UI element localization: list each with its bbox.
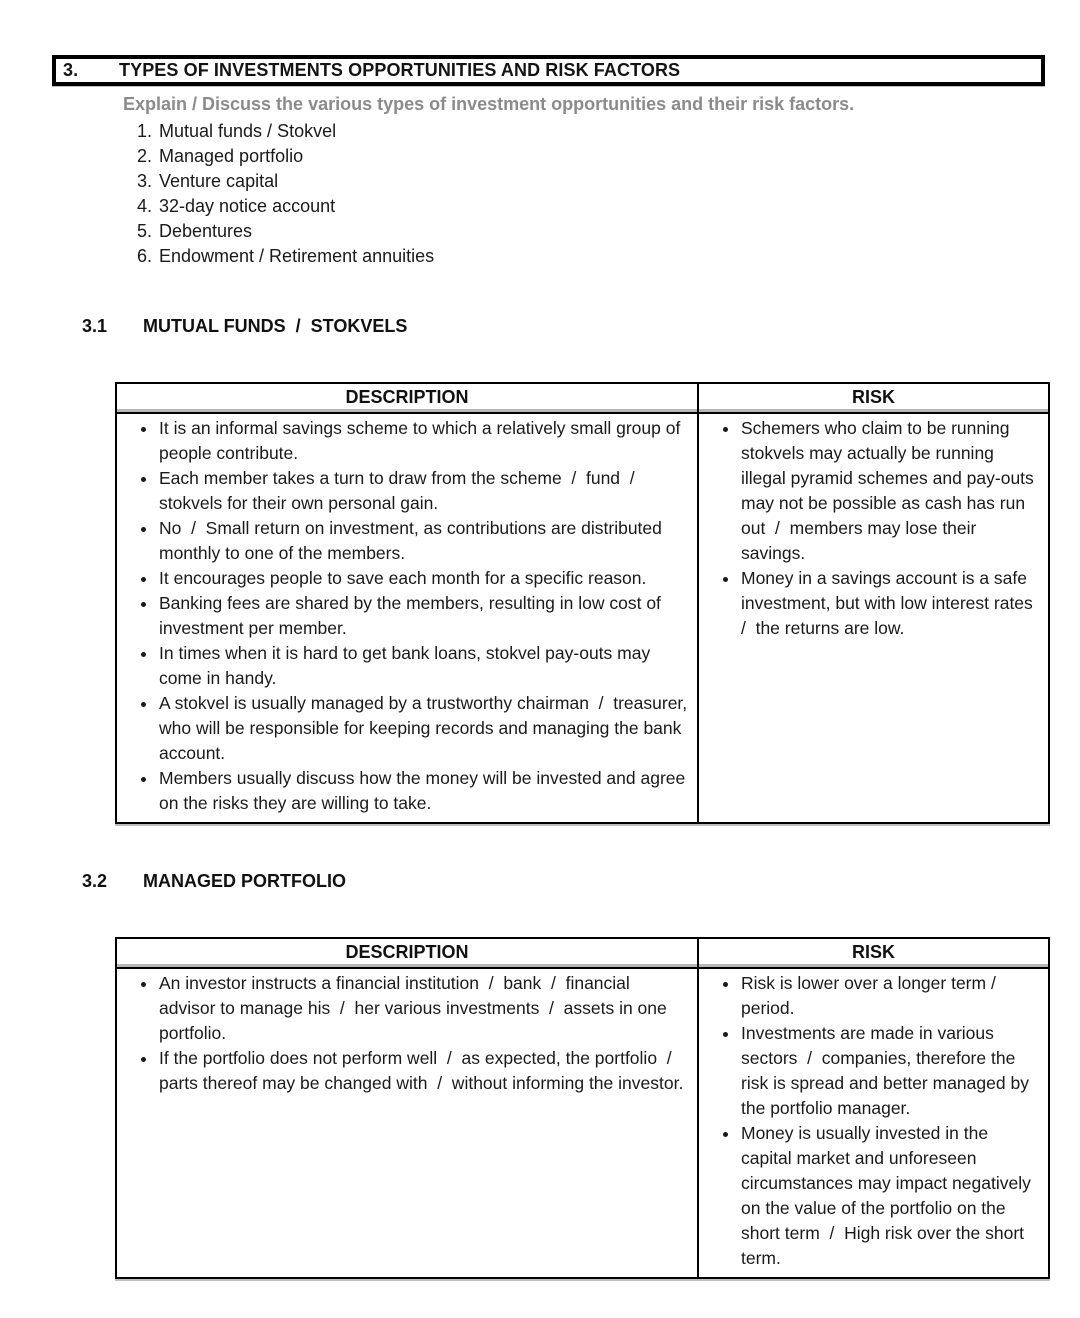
description-bullet: • In times when it is hard to get bank loans, stokvel pay-outs may come in handy. (158, 641, 689, 691)
subsection-heading-managed-portfolio (62, 850, 1080, 913)
list-item: 2. Managed portfolio (157, 144, 1080, 169)
description-bullet-list (117, 416, 693, 816)
subsection-number: 3.2 (82, 871, 108, 891)
section-subtitle: Explain / Discuss the various types of investment opportunities and their risk factors. (123, 94, 855, 114)
risk-bullet: • Money in a savings account is a safe investment, but with low interest rates / the returns are low. (740, 566, 1040, 641)
column-header-risk: RISK (698, 938, 1049, 968)
risk-bullet: • Schemers who claim to be running stokvels may actually be running illegal pyramid schemes and pay-outs may not be possible as cash has run out / members may lose their savings. (740, 416, 1040, 566)
risk-cell (698, 413, 1049, 823)
description-cell (116, 968, 698, 1278)
description-bullet: • No / Small return on investment, as contributions are distributed monthly to one of the members. (158, 516, 689, 566)
subsection-title: MANAGED PORTFOLIO (143, 871, 347, 891)
list-item: 1. Mutual funds / Stokvel (157, 119, 1080, 144)
section-title: TYPES OF INVESTMENTS OPPORTUNITIES AND RISK FACTORS (119, 60, 681, 80)
list-item: 5. Debentures (157, 219, 1080, 244)
description-bullet: • An investor instructs a financial institution / bank / financial advisor to manage his / her various investments / assets in one portfolio. (158, 971, 689, 1046)
risk-bullet: • Investments are made in various sectors / companies, therefore the risk is spread and better managed by the portfolio manager. (740, 1021, 1040, 1121)
column-header-description: DESCRIPTION (116, 383, 698, 413)
section-number: 3. (63, 60, 79, 80)
subsection-title: MUTUAL FUNDS / STOKVELS (143, 316, 408, 336)
description-bullet: • It is an informal savings scheme to which a relatively small group of people contribute. (158, 416, 689, 466)
table-header-row (116, 938, 1049, 968)
description-bullet-list (117, 971, 689, 1096)
description-bullet: • It encourages people to save each month for a specific reason. (158, 566, 689, 591)
description-bullet: • Each member takes a turn to draw from the scheme / fund / stokvels for their own personal gain. (158, 466, 689, 516)
risk-bullet-list (699, 971, 1040, 1271)
subsection-heading-mutual-funds (62, 295, 1080, 358)
investment-types-list (123, 119, 1080, 269)
list-item: 4. 32-day notice account (157, 194, 1080, 219)
risk-bullet: • Risk is lower over a longer term / period. (740, 971, 1040, 1021)
list-item: 6. Endowment / Retirement annuities (157, 244, 1080, 269)
risk-cell (698, 968, 1049, 1278)
table-header-row (116, 383, 1049, 413)
description-bullet: • Banking fees are shared by the members, resulting in low cost of investment per member. (158, 591, 689, 641)
list-item: 3. Venture capital (157, 169, 1080, 194)
subsection-number: 3.1 (82, 316, 108, 336)
column-header-risk: RISK (698, 383, 1049, 413)
table-body-row (116, 413, 1049, 823)
description-bullet: • A stokvel is usually managed by a trustworthy chairman / treasurer, who will be responsible for keeping records and managing the bank account. (158, 691, 689, 766)
description-cell (116, 413, 698, 823)
description-bullet: • Members usually discuss how the money will be invested and agree on the risks they are willing to take. (158, 766, 689, 816)
mutual-funds-table (115, 382, 1050, 824)
column-header-description: DESCRIPTION (116, 938, 698, 968)
risk-bullet-list (699, 416, 1043, 641)
section-header-box (52, 55, 1045, 86)
table-body-row (116, 968, 1049, 1278)
managed-portfolio-table (115, 937, 1050, 1279)
description-bullet: • If the portfolio does not perform well / as expected, the portfolio / parts thereof may be changed with / without informing the investor. (158, 1046, 689, 1096)
risk-bullet: • Money is usually invested in the capital market and unforeseen circumstances may impact negatively on the value of the portfolio on the short term / High risk over the short term. (740, 1121, 1040, 1271)
